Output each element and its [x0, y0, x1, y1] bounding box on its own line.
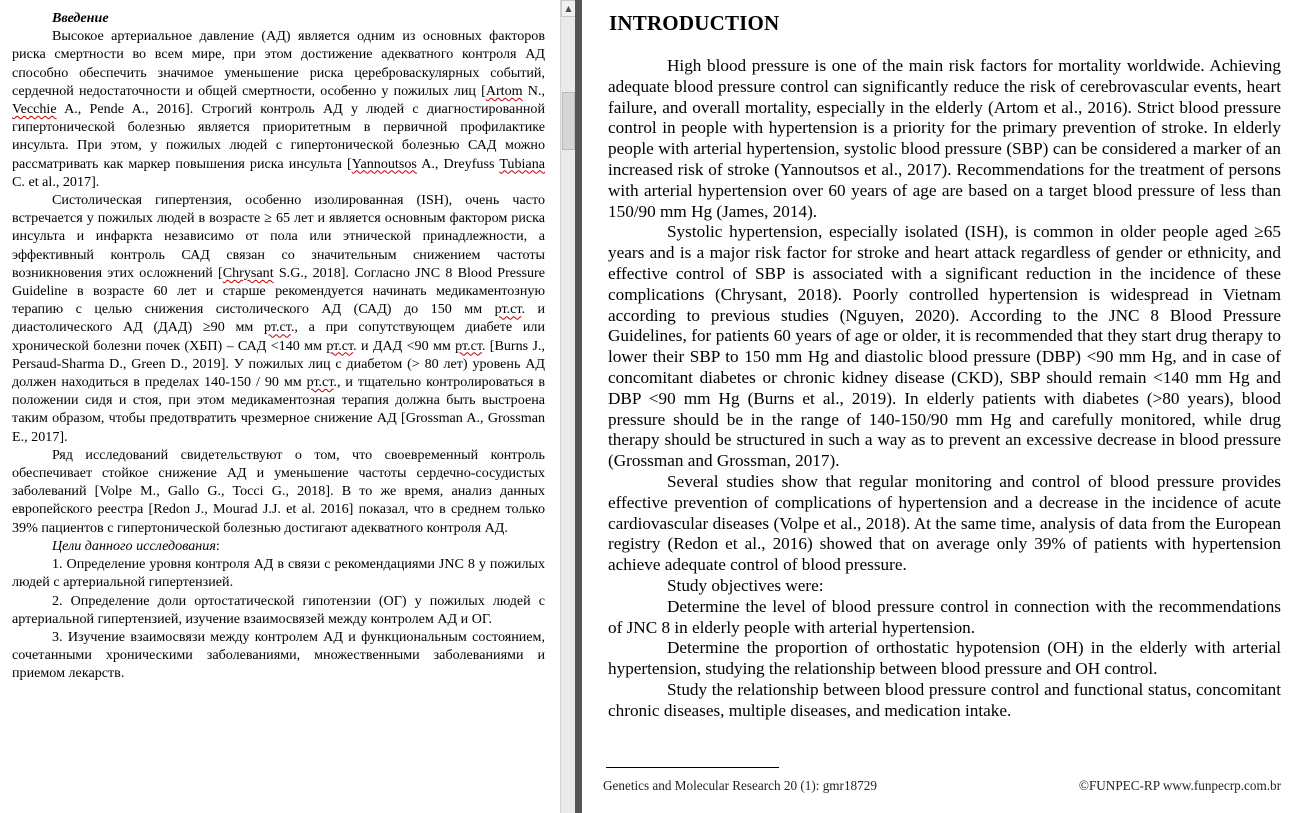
right-document-pane[interactable]	[582, 0, 1293, 813]
footer-journal-citation: Genetics and Molecular Research 20 (1): gmr18729	[603, 778, 877, 793]
left-heading: Введение	[52, 10, 109, 26]
text-segment: . и диастолического АД (ДАД) ≥90 мм	[12, 301, 545, 336]
left-document-pane[interactable]	[0, 0, 560, 813]
right-document-text	[608, 56, 1281, 722]
text-segment: . и ДАД <90 мм	[353, 337, 456, 354]
text-segment: N.,	[522, 82, 545, 99]
left-objective-1: 1. Определение уровня контроля АД в связи с рекомендациями JNC 8 у пожилых людей с артериальной гипертензией.	[12, 556, 545, 591]
right-title: INTRODUCTION	[609, 11, 780, 35]
scroll-up-arrow-icon[interactable]: ▲	[561, 0, 576, 17]
text-segment: Систолическая гипертензия, особенно изолированная (ISH), очень часто встречается у пожилых людей в возрасте ≥ 65 лет и является основным фактором риска инсульта и инфаркта независимо от пола или этнической принадлежности, а эффективный контроль САД связан со значительным снижением частоты возникновения этих осложнений [	[12, 192, 545, 281]
spellcheck-flagged-word: Tubiana	[499, 155, 545, 172]
spellcheck-flagged-word: Chrysant	[222, 264, 274, 281]
footer-copyright: ©FUNPEC-RP www.funpecrp.com.br	[1078, 778, 1281, 793]
spellcheck-flagged-word: рт.ст	[494, 301, 522, 318]
left-paragraph-3: Ряд исследований свидетельствуют о том, что своевременный контроль обеспечивает стойкое снижение АД и уменьшение частоты сердечно-сосудистых заболеваний [Volpe M., Gallo G., Tocci G., 2018]. В то же время, анализ данных европейского реестра [Redon J., Mourad J.J. et al. 2016] показал, что в среднем только 39% пациентов с гипертонической болезнью достигают адекватного контроля АД.	[12, 446, 545, 536]
text-segment: ., и тщательно контролироваться в положении сидя и стоя, при этом медикаментозная терапия должна быть выстроена таким образом, чтобы предотвратить чрезмерное снижение АД [Grossman A., Grossman E., 2017].	[12, 374, 545, 445]
text-segment: A., Pende A., 2016]. Строгий контроль АД у людей с диагностированной гипертонической болезнью является приоритетным в первичной профилактике инсульта. При этом, у пожилых людей с гипертонической болезнью САД можно рассматривать как маркер повышения риска инсульта [	[12, 101, 545, 172]
footnote-rule	[606, 767, 779, 768]
left-objectives-label	[12, 537, 545, 555]
right-objective-2: Determine the proportion of orthostatic hypotension (OH) in the elderly with arterial hypertension, studying the relationship between blood pressure and OH control.	[608, 638, 1281, 679]
spellcheck-flagged-word: рт.ст	[455, 337, 482, 354]
spellcheck-flagged-word: Artom	[485, 82, 523, 99]
scrollbar-thumb[interactable]	[562, 92, 575, 150]
left-paragraph-1	[12, 27, 545, 191]
left-objectives-colon: :	[215, 537, 220, 554]
left-objective-3: 3. Изучение взаимосвязи между контролем АД и функциональным состоянием, сочетанными хроническими заболеваниями, множественными заболеваниями и приемом лекарств.	[12, 628, 545, 682]
left-objectives-label-text: Цели данного исследования	[52, 537, 216, 554]
left-paragraph-2	[12, 191, 545, 446]
left-objective-2: 2. Определение доли ортостатической гипотензии (ОГ) у пожилых людей с артериальной гипертензией, изучение взаимосвязей между контролем АД и ОГ.	[12, 592, 545, 627]
right-paragraph-1: High blood pressure is one of the main risk factors for mortality worldwide. Achieving adequate blood pressure control can significantly reduce the risk of cerebrovascular events, heart failure, and overall mortality, especially in the elderly (Artom et al., 2016). Strict blood pressure control in people with hypertension is a priority for the primary prevention of stroke. In elderly people with arterial hypertension, systolic blood pressure (SBP) can be considered a marker of an increased risk of stroke (Yannoutsos et al., 2017). Recommendations for the treatment of persons with arterial hypertension over 60 years of age are based on a target blood pressure of less than 150/90 mm Hg (James, 2014).	[608, 56, 1281, 221]
right-paragraph-3: Several studies show that regular monitoring and control of blood pressure provides effective prevention of complications of hypertension and a decrease in the incidence of acute cardiovascular diseases (Volpe et al., 2018). At the same time, analysis of data from the European registry (Redon et al., 2016) showed that on average only 39% of patients with hypertension achieve adequate control of blood pressure.	[608, 471, 1281, 575]
right-paragraph-2: Systolic hypertension, especially isolated (ISH), is common in older people aged ≥65 years and is a major risk factor for stroke and heart attack regardless of gender or ethnicity, and effective control of SBP is associated with a significant reduction in the incidence of these complications (Chrysant, 2018). Poorly controlled hypertension is widespread in Vietnam according to previous studies (Nguyen, 2020). According to the JNC 8 Blood Pressure Guidelines, for patients 60 years of age or older, it is recommended that they start drug therapy to lower their SBP to 150 mm Hg and diastolic blood pressure (DBP) <90 mm Hg, and in case of concomitant diabetes or chronic kidney disease (CKD), SBP should remain <140 mm Hg and DBP <90 mm Hg (Burns et al., 2019). In elderly patients with diabetes (>80 years), blood pressure should be in the range of 140-150/90 mm Hg and carefully monitored, while drug therapy should be structured in such a way as to prevent an excessive decrease in blood pressure (Grossman and Grossman, 2017).	[608, 222, 1281, 471]
pane-divider	[575, 0, 582, 813]
text-segment: Высокое артериальное давление (АД) является одним из основных факторов риска смертности во всем мире, при этом достижение адекватного контроля АД способно обеспечить значимое уменьшение риска цереброваскулярных событий, сердечной недостаточности и общей смертности, особенно у пожилых лиц [	[12, 28, 545, 99]
spellcheck-flagged-word: рт.ст	[306, 374, 334, 391]
right-objective-3: Study the relationship between blood pressure control and functional status, concomitant chronic diseases, multiple diseases, and medication intake.	[608, 679, 1281, 720]
spellcheck-flagged-word: Vecchie	[12, 101, 57, 118]
text-segment: S.G., 2018]. Согласно JNC 8 Blood Pressure Guideline в возрасте 60 лет и старше рекомендуется начинать медикаментозную терапию с целью снижения систолического АД (САД) до 150 мм	[12, 264, 545, 318]
spellcheck-flagged-word: Yannoutsos	[351, 155, 417, 172]
right-objective-1: Determine the level of blood pressure control in connection with the recommendations of JNC 8 in elderly people with arterial hypertension.	[608, 596, 1281, 637]
spellcheck-flagged-word: рт.ст	[326, 337, 354, 354]
spellcheck-flagged-word: рт.ст	[264, 319, 291, 336]
text-segment: A., Dreyfuss	[416, 155, 500, 172]
right-objectives-label: Study objectives were:	[667, 575, 824, 595]
text-segment: . [Burns J., Persaud-Sharma D., Green D., 2019]. У пожилых лиц с диабетом (> 80 лет) уровень АД должен находиться в пределах 140-150 / 90 мм	[12, 337, 546, 391]
vertical-scrollbar[interactable]	[560, 0, 575, 813]
text-segment: C. et al., 2017].	[12, 173, 100, 190]
text-segment: ., а при сопутствующем диабете или хронической болезни почек (ХБП) – САД <140 мм	[12, 319, 545, 354]
left-document-text	[12, 9, 545, 683]
